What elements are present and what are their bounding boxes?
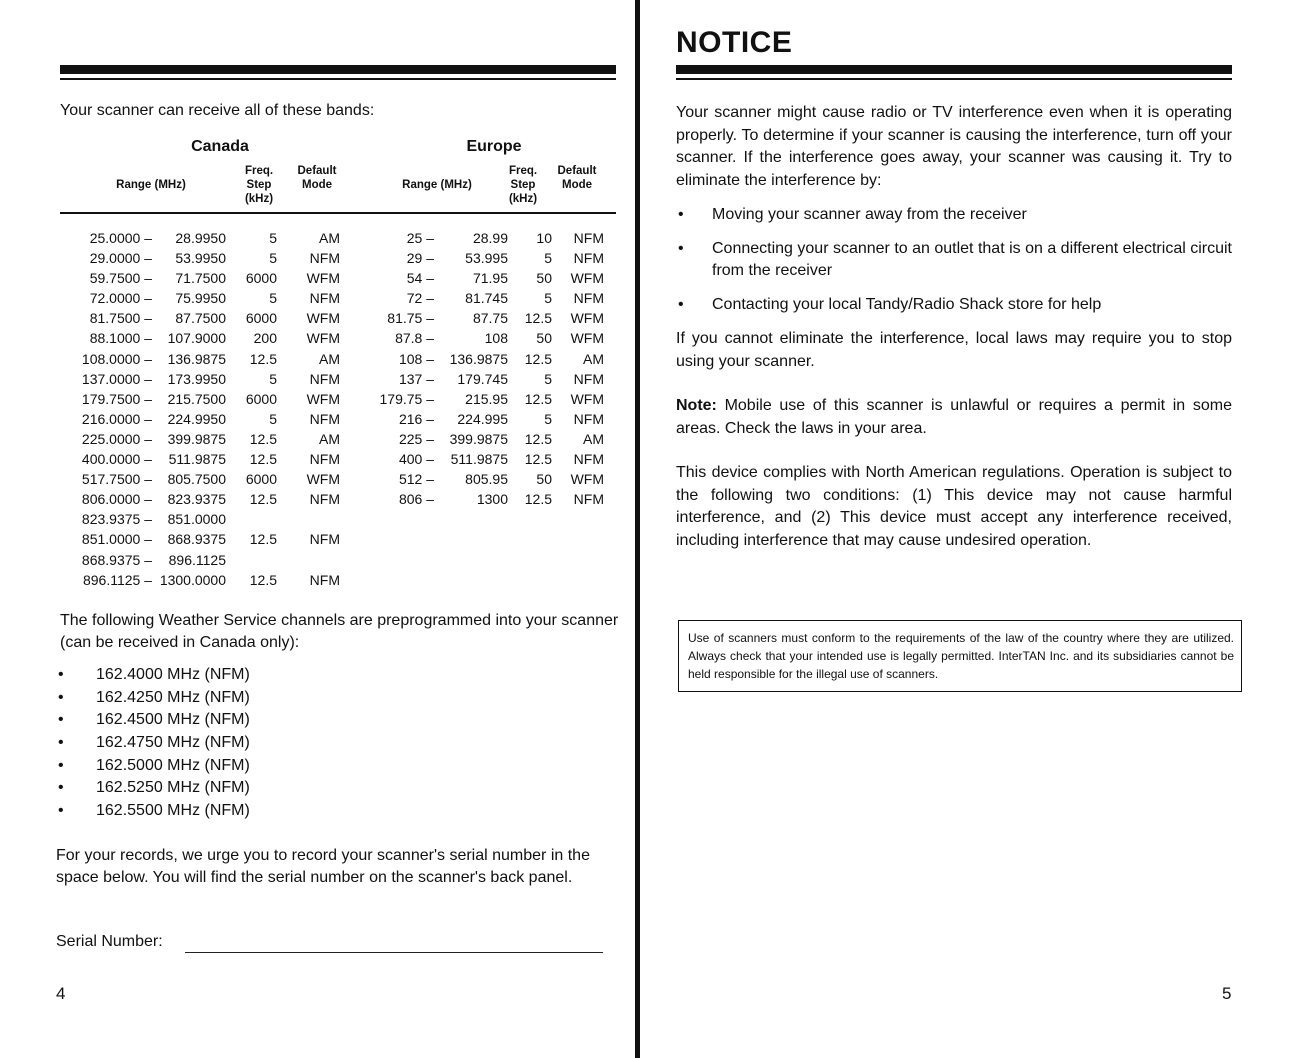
europe-step-header: Freq. Step (kHz) xyxy=(508,165,538,205)
canada-step-cell: 6000 xyxy=(245,390,277,407)
europe-mode-cell: AM xyxy=(583,430,604,447)
bullet-icon: • xyxy=(58,802,64,820)
europe-end-cell: 215.95 xyxy=(465,390,508,407)
europe-start-cell: 400 – xyxy=(398,451,434,468)
canada-band-row xyxy=(60,268,360,288)
europe-band-row xyxy=(370,469,615,489)
canada-mode-cell: WFM xyxy=(306,390,340,407)
europe-step-cell: 50 xyxy=(536,330,552,347)
europe-step-cell: 12.5 xyxy=(524,390,552,407)
europe-band-row xyxy=(370,288,615,308)
europe-band-row xyxy=(370,308,615,328)
canada-start-cell: 137.0000 – xyxy=(81,370,152,387)
canada-end-cell: 868.9375 xyxy=(167,531,226,548)
canada-mode-cell: WFM xyxy=(306,471,340,488)
canada-end-cell: 87.7500 xyxy=(175,310,226,327)
europe-band-row xyxy=(370,328,615,348)
remedy-list xyxy=(674,204,1234,328)
book-spine xyxy=(635,0,640,1058)
europe-band-row xyxy=(370,248,615,268)
europe-mode-cell: NFM xyxy=(573,250,604,267)
canada-step-cell: 6000 xyxy=(245,471,277,488)
canada-col-headers xyxy=(60,158,360,206)
canada-step-cell: 12.5 xyxy=(249,491,277,508)
bullet-icon: • xyxy=(678,296,684,313)
europe-table-header xyxy=(370,138,615,206)
weather-channel-text: 162.5250 MHz (NFM) xyxy=(96,779,250,797)
europe-title: Europe xyxy=(466,138,522,155)
serial-number-line xyxy=(185,952,603,953)
canada-start-cell: 806.0000 – xyxy=(81,491,152,508)
canada-end-cell: 511.9875 xyxy=(168,451,226,468)
canada-mode-cell: NFM xyxy=(309,250,340,267)
band-table-rule xyxy=(60,212,616,214)
europe-end-cell: 108 xyxy=(484,330,508,347)
canada-end-cell: 107.9000 xyxy=(167,330,226,347)
canada-mode-cell: AM xyxy=(319,350,340,367)
canada-mode-cell: NFM xyxy=(309,571,340,588)
europe-step-cell: 5 xyxy=(544,370,552,387)
europe-end-cell: 71.95 xyxy=(472,270,508,287)
canada-step-cell: 12.5 xyxy=(249,350,277,367)
canada-table-header xyxy=(60,138,360,206)
canada-band-row xyxy=(60,389,360,409)
europe-mode-cell: NFM xyxy=(573,451,604,468)
notice-title: NOTICE xyxy=(676,26,793,59)
europe-band-row xyxy=(370,429,615,449)
canada-end-cell: 75.9950 xyxy=(175,290,226,307)
canada-end-cell: 136.9875 xyxy=(167,350,226,367)
note-paragraph xyxy=(676,395,1232,440)
europe-start-cell: 72 – xyxy=(406,290,434,307)
weather-channel-text: 162.5000 MHz (NFM) xyxy=(96,756,250,774)
europe-mode-cell: NFM xyxy=(573,290,604,307)
europe-step-cell: 12.5 xyxy=(524,491,552,508)
bullet-icon: • xyxy=(58,756,64,774)
canada-step-cell: 12.5 xyxy=(249,571,277,588)
canada-band-row xyxy=(60,489,360,509)
canada-start-cell: 179.7500 – xyxy=(81,390,152,407)
europe-end-cell: 81.745 xyxy=(465,290,508,307)
top-rule-thick-right xyxy=(676,65,1232,74)
canada-band-row xyxy=(60,449,360,469)
note-label: Note: xyxy=(676,397,717,414)
canada-end-cell: 71.7500 xyxy=(175,270,226,287)
bullet-icon: • xyxy=(58,734,64,752)
canada-band-row xyxy=(60,570,360,590)
europe-band-row xyxy=(370,489,615,509)
canada-start-cell: 216.0000 – xyxy=(81,410,152,427)
canada-band-row xyxy=(60,228,360,248)
europe-end-cell: 399.9875 xyxy=(449,430,508,447)
europe-band-row xyxy=(370,349,615,369)
remedy-text: Contacting your local Tandy/Radio Shack store for help xyxy=(712,296,1102,313)
canada-step-cell: 5 xyxy=(269,410,277,427)
top-rule-thin-left xyxy=(60,78,616,80)
canada-start-cell: 29.0000 – xyxy=(89,250,152,267)
europe-mode-cell: WFM xyxy=(570,330,604,347)
bands-intro: Your scanner can receive all of these bands: xyxy=(60,102,375,119)
canada-mode-cell: NFM xyxy=(309,370,340,387)
weather-channel-item xyxy=(58,755,250,778)
weather-channel-item xyxy=(58,709,250,732)
canada-start-cell: 88.1000 – xyxy=(89,330,152,347)
canada-step-cell: 5 xyxy=(269,250,277,267)
weather-channel-item xyxy=(58,687,250,710)
canada-band-row xyxy=(60,509,360,529)
europe-start-cell: 54 – xyxy=(406,270,434,287)
europe-end-cell: 28.99 xyxy=(472,230,508,246)
remedy-item xyxy=(674,294,1234,316)
canada-mode-cell: WFM xyxy=(306,310,340,327)
canada-step-cell: 12.5 xyxy=(249,430,277,447)
canada-end-cell: 805.7500 xyxy=(167,471,226,488)
europe-mode-header: Default Mode xyxy=(557,165,597,191)
europe-range-header: Range (MHz) xyxy=(402,179,472,191)
europe-step-cell: 50 xyxy=(536,471,552,488)
europe-start-cell: 29 – xyxy=(406,250,434,267)
remedy-text: Moving your scanner away from the receiver xyxy=(712,206,1027,223)
europe-step-cell: 12.5 xyxy=(524,350,552,367)
canada-band-row xyxy=(60,369,360,389)
canada-end-cell: 896.1125 xyxy=(168,551,226,568)
europe-col-headers xyxy=(370,158,615,206)
note-text: Mobile use of this scanner is unlawful or requires a permit in some areas. Check the laws in your area. xyxy=(676,397,1233,437)
canada-start-cell: 896.1125 – xyxy=(82,571,152,588)
canada-start-cell: 225.0000 – xyxy=(81,430,152,447)
europe-mode-cell: NFM xyxy=(573,230,604,246)
canada-band-row xyxy=(60,550,360,570)
canada-range-header: Range (MHz) xyxy=(116,179,186,191)
bullet-icon: • xyxy=(58,711,64,729)
europe-start-cell: 25 – xyxy=(406,230,434,246)
europe-start-cell: 806 – xyxy=(398,491,434,508)
europe-mode-cell: NFM xyxy=(573,491,604,508)
europe-step-cell: 5 xyxy=(544,290,552,307)
bullet-icon: • xyxy=(58,688,64,706)
europe-start-cell: 216 – xyxy=(398,410,434,427)
interference-paragraph: Your scanner might cause radio or TV interference even when it is operating properly. To determine if your scanner is causing the interference, turn off your scanner. If the interference goes away, your scanner was causing it. Try to eliminate the interference by: xyxy=(676,104,1232,189)
canada-step-cell: 6000 xyxy=(245,310,277,327)
canada-start-cell: 851.0000 – xyxy=(81,531,152,548)
canada-end-cell: 823.9375 xyxy=(167,491,226,508)
top-rule-thick-left xyxy=(60,65,616,74)
europe-start-cell: 81.75 – xyxy=(387,310,434,327)
weather-channel-item xyxy=(58,732,250,755)
canada-band-row xyxy=(60,248,360,268)
top-rule-thin-right xyxy=(676,78,1232,80)
europe-mode-cell: WFM xyxy=(570,390,604,407)
bullet-icon: • xyxy=(58,666,64,683)
europe-step-cell: 12.5 xyxy=(524,310,552,327)
europe-start-cell: 179.75 – xyxy=(379,390,434,407)
canada-mode-cell: NFM xyxy=(309,410,340,427)
europe-mode-cell: WFM xyxy=(570,270,604,287)
weather-channel-text: 162.4500 MHz (NFM) xyxy=(96,711,250,729)
canada-band-row xyxy=(60,529,360,549)
europe-end-cell: 1300 xyxy=(476,491,508,508)
canada-step-header: Freq. Step (kHz) xyxy=(244,165,274,205)
canada-mode-cell: WFM xyxy=(306,270,340,287)
europe-band-row xyxy=(370,268,615,288)
europe-end-cell: 136.9875 xyxy=(449,350,508,367)
canada-band-rows xyxy=(60,228,360,590)
canada-mode-header: Default Mode xyxy=(297,165,337,191)
canada-mode-cell: NFM xyxy=(309,531,340,548)
canada-mode-cell: NFM xyxy=(309,491,340,508)
canada-mode-cell: WFM xyxy=(306,330,340,347)
canada-mode-cell: NFM xyxy=(309,451,340,468)
bullet-icon: • xyxy=(678,240,684,257)
europe-step-cell: 12.5 xyxy=(524,430,552,447)
europe-band-row xyxy=(370,228,615,248)
europe-start-cell: 512 – xyxy=(398,471,434,488)
weather-intro: The following Weather Service channels are preprogrammed into your scanner (can be received in Canada only): xyxy=(60,612,619,651)
legal-disclaimer-box: Use of scanners must conform to the requirements of the law of the country where they are utilized. Always check that your intended use is legally permitted. InterTAN Inc. and its subsidiaries cannot be held responsible for the illegal use of scanners. xyxy=(678,620,1242,692)
weather-channel-text: 162.4250 MHz (NFM) xyxy=(96,688,250,706)
canada-start-cell: 868.9375 – xyxy=(81,551,152,568)
canada-end-cell: 28.9950 xyxy=(175,230,226,246)
europe-step-cell: 10 xyxy=(536,230,552,246)
canada-start-cell: 25.0000 – xyxy=(89,230,152,246)
canada-step-cell: 5 xyxy=(269,290,277,307)
canada-step-cell: 12.5 xyxy=(249,531,277,548)
canada-start-cell: 72.0000 – xyxy=(89,290,152,307)
eliminate-paragraph: If you cannot eliminate the interference, local laws may require you to stop using your scanner. xyxy=(676,330,1232,370)
remedy-item xyxy=(674,204,1234,226)
canada-band-row xyxy=(60,409,360,429)
canada-title: Canada xyxy=(191,138,249,155)
bullet-icon: • xyxy=(678,206,684,223)
europe-end-cell: 87.75 xyxy=(472,310,508,327)
canada-step-cell: 5 xyxy=(269,230,277,246)
canada-band-row xyxy=(60,349,360,369)
europe-band-row xyxy=(370,449,615,469)
canada-band-row xyxy=(60,469,360,489)
weather-channel-item xyxy=(58,664,250,687)
serial-number-label: Serial Number: xyxy=(56,933,163,950)
europe-step-cell: 50 xyxy=(536,270,552,287)
compliance-paragraph: This device complies with North American regulations. Operation is subject to the following two conditions: (1) This device may not cause harmful interference, and (2) This device must accept any interference received, including interference that may cause undesired operation. xyxy=(676,464,1232,549)
canada-mode-cell: AM xyxy=(319,230,340,246)
canada-mode-cell: NFM xyxy=(309,290,340,307)
europe-band-row xyxy=(370,389,615,409)
europe-end-cell: 53.995 xyxy=(465,250,508,267)
europe-start-cell: 108 – xyxy=(398,350,434,367)
canada-end-cell: 53.9950 xyxy=(175,250,226,267)
canada-end-cell: 1300.0000 xyxy=(159,571,226,588)
europe-step-cell: 5 xyxy=(544,250,552,267)
europe-start-cell: 225 – xyxy=(398,430,434,447)
canada-end-cell: 851.0000 xyxy=(167,511,226,528)
canada-end-cell: 215.7500 xyxy=(167,390,226,407)
europe-mode-cell: AM xyxy=(583,350,604,367)
bullet-icon: • xyxy=(58,779,64,797)
canada-step-cell: 200 xyxy=(253,330,277,347)
weather-channel-list xyxy=(58,664,250,823)
page-number-left: 4 xyxy=(56,984,66,1003)
page-number-right: 5 xyxy=(1222,984,1232,1003)
europe-step-cell: 12.5 xyxy=(524,451,552,468)
canada-mode-cell: AM xyxy=(319,430,340,447)
europe-band-rows xyxy=(370,228,615,509)
canada-start-cell: 823.9375 – xyxy=(81,511,152,528)
remedy-text: Connecting your scanner to an outlet that is on a different electrical circuit from the receiver xyxy=(712,240,1232,279)
canada-start-cell: 400.0000 – xyxy=(81,451,152,468)
europe-start-cell: 87.8 – xyxy=(395,330,434,347)
canada-start-cell: 81.7500 – xyxy=(89,310,152,327)
europe-mode-cell: WFM xyxy=(570,310,604,327)
canada-start-cell: 59.7500 – xyxy=(89,270,152,287)
europe-band-row xyxy=(370,409,615,429)
europe-end-cell: 179.745 xyxy=(457,370,508,387)
canada-end-cell: 173.9950 xyxy=(167,370,226,387)
canada-step-cell: 6000 xyxy=(245,270,277,287)
europe-end-cell: 511.9875 xyxy=(450,451,508,468)
canada-start-cell: 108.0000 – xyxy=(81,350,152,367)
weather-channel-item xyxy=(58,800,250,823)
europe-mode-cell: WFM xyxy=(570,471,604,488)
weather-channel-text: 162.4000 MHz (NFM) xyxy=(96,666,250,683)
canada-band-row xyxy=(60,328,360,348)
canada-end-cell: 224.9950 xyxy=(167,410,226,427)
europe-mode-cell: NFM xyxy=(573,370,604,387)
canada-band-row xyxy=(60,429,360,449)
europe-start-cell: 137 – xyxy=(398,370,434,387)
serial-instructions: For your records, we urge you to record your scanner's serial number in the space below. You will find the serial number on the scanner's back panel. xyxy=(56,847,590,886)
europe-mode-cell: NFM xyxy=(573,410,604,427)
europe-band-row xyxy=(370,369,615,389)
remedy-item xyxy=(674,238,1234,282)
weather-channel-text: 162.5500 MHz (NFM) xyxy=(96,802,250,820)
canada-band-row xyxy=(60,288,360,308)
weather-channel-item xyxy=(58,777,250,800)
europe-step-cell: 5 xyxy=(544,410,552,427)
canada-start-cell: 517.7500 – xyxy=(81,471,152,488)
canada-end-cell: 399.9875 xyxy=(167,430,226,447)
canada-step-cell: 12.5 xyxy=(249,451,277,468)
europe-end-cell: 224.995 xyxy=(457,410,508,427)
europe-end-cell: 805.95 xyxy=(465,471,508,488)
weather-channel-text: 162.4750 MHz (NFM) xyxy=(96,734,250,752)
canada-band-row xyxy=(60,308,360,328)
canada-step-cell: 5 xyxy=(269,370,277,387)
